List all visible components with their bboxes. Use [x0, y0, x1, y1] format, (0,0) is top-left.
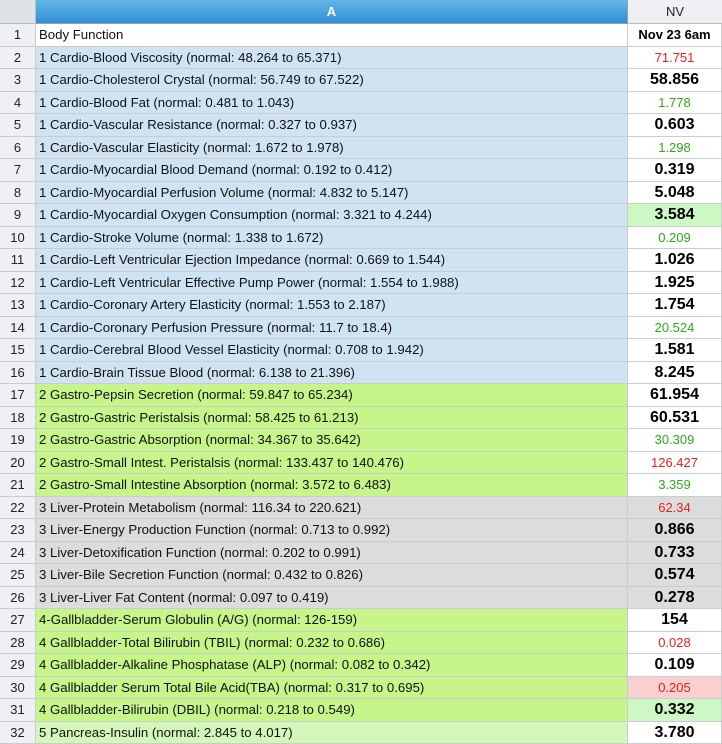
- row-number[interactable]: 16: [0, 362, 36, 385]
- body-function-cell[interactable]: 1 Cardio-Myocardial Perfusion Volume (normal: 4.832 to 5.147): [36, 182, 628, 205]
- row-number[interactable]: 2: [0, 47, 36, 70]
- value-cell[interactable]: 1.298: [628, 137, 722, 160]
- value-cell[interactable]: 0.603: [628, 114, 722, 137]
- table-row: [0, 519, 722, 542]
- value-cell[interactable]: 0.109: [628, 654, 722, 677]
- body-function-cell[interactable]: 3 Liver-Liver Fat Content (normal: 0.097 to 0.419): [36, 587, 628, 610]
- row-number[interactable]: 18: [0, 407, 36, 430]
- table-row: [0, 429, 722, 452]
- body-function-cell[interactable]: 4 Gallbladder-Total Bilirubin (TBIL) (normal: 0.232 to 0.686): [36, 632, 628, 655]
- row-number[interactable]: 10: [0, 227, 36, 250]
- row-number[interactable]: 26: [0, 587, 36, 610]
- row-number[interactable]: 15: [0, 339, 36, 362]
- row-number[interactable]: 23: [0, 519, 36, 542]
- row-number[interactable]: 25: [0, 564, 36, 587]
- value-cell[interactable]: 154: [628, 609, 722, 632]
- body-function-cell[interactable]: 3 Liver-Bile Secretion Function (normal: 0.432 to 0.826): [36, 564, 628, 587]
- body-function-cell[interactable]: 3 Liver-Detoxification Function (normal: 0.202 to 0.991): [36, 542, 628, 565]
- table-row: [0, 227, 722, 250]
- value-cell[interactable]: 1.581: [628, 339, 722, 362]
- table-row: [0, 542, 722, 565]
- row-number[interactable]: 32: [0, 722, 36, 744]
- value-cell[interactable]: 0.733: [628, 542, 722, 565]
- row-number[interactable]: 5: [0, 114, 36, 137]
- row-number[interactable]: 6: [0, 137, 36, 160]
- body-function-cell[interactable]: 4 Gallbladder-Alkaline Phosphatase (ALP) (normal: 0.082 to 0.342): [36, 654, 628, 677]
- value-cell[interactable]: 1.026: [628, 249, 722, 272]
- table-row: [0, 452, 722, 475]
- row-number[interactable]: 7: [0, 159, 36, 182]
- value-cell[interactable]: 0.278: [628, 587, 722, 610]
- value-cell[interactable]: 3.359: [628, 474, 722, 497]
- table-row: [0, 92, 722, 115]
- body-function-cell[interactable]: Body Function: [36, 24, 628, 47]
- table-row: [0, 47, 722, 70]
- body-function-cell[interactable]: 1 Cardio-Coronary Perfusion Pressure (normal: 11.7 to 18.4): [36, 317, 628, 340]
- value-cell[interactable]: 1.778: [628, 92, 722, 115]
- row-number[interactable]: 8: [0, 182, 36, 205]
- table-row: [0, 384, 722, 407]
- table-row: [0, 632, 722, 655]
- body-function-cell[interactable]: 1 Cardio-Myocardial Oxygen Consumption (normal: 3.321 to 4.244): [36, 204, 628, 227]
- body-function-cell[interactable]: 1 Cardio-Blood Viscosity (normal: 48.264 to 65.371): [36, 47, 628, 70]
- row-number[interactable]: 17: [0, 384, 36, 407]
- row-number[interactable]: 12: [0, 272, 36, 295]
- table-row: [0, 677, 722, 700]
- table-row: [0, 24, 722, 47]
- body-function-cell[interactable]: 1 Cardio-Cerebral Blood Vessel Elasticity (normal: 0.708 to 1.942): [36, 339, 628, 362]
- row-number[interactable]: 27: [0, 609, 36, 632]
- table-row: [0, 182, 722, 205]
- row-number[interactable]: 1: [0, 24, 36, 47]
- value-cell[interactable]: 1.754: [628, 294, 722, 317]
- value-cell[interactable]: 126.427: [628, 452, 722, 475]
- body-function-cell[interactable]: 3 Liver-Protein Metabolism (normal: 116.34 to 220.621): [36, 497, 628, 520]
- table-row: [0, 699, 722, 722]
- value-cell[interactable]: 5.048: [628, 182, 722, 205]
- value-cell[interactable]: 1.925: [628, 272, 722, 295]
- row-number[interactable]: 22: [0, 497, 36, 520]
- table-row: [0, 497, 722, 520]
- table-row: [0, 654, 722, 677]
- table-row: [0, 317, 722, 340]
- body-function-cell[interactable]: 1 Cardio-Vascular Resistance (normal: 0.327 to 0.937): [36, 114, 628, 137]
- value-cell[interactable]: 0.332: [628, 699, 722, 722]
- value-cell[interactable]: 0.319: [628, 159, 722, 182]
- value-cell[interactable]: 3.780: [628, 722, 722, 744]
- body-function-cell[interactable]: 2 Gastro-Gastric Absorption (normal: 34.367 to 35.642): [36, 429, 628, 452]
- row-number[interactable]: 31: [0, 699, 36, 722]
- body-function-cell[interactable]: 5 Pancreas-Insulin (normal: 2.845 to 4.017): [36, 722, 628, 744]
- value-cell[interactable]: 71.751: [628, 47, 722, 70]
- body-function-cell[interactable]: 3 Liver-Energy Production Function (normal: 0.713 to 0.992): [36, 519, 628, 542]
- row-number[interactable]: 4: [0, 92, 36, 115]
- body-function-cell[interactable]: 1 Cardio-Cholesterol Crystal (normal: 56.749 to 67.522): [36, 69, 628, 92]
- value-cell[interactable]: 0.209: [628, 227, 722, 250]
- value-cell[interactable]: Nov 23 6am: [628, 24, 722, 47]
- row-number[interactable]: 24: [0, 542, 36, 565]
- table-row: [0, 69, 722, 92]
- select-all-corner[interactable]: [0, 0, 36, 24]
- value-cell[interactable]: 30.309: [628, 429, 722, 452]
- table-row: [0, 474, 722, 497]
- row-number[interactable]: 11: [0, 249, 36, 272]
- body-function-cell[interactable]: 1 Cardio-Brain Tissue Blood (normal: 6.138 to 21.396): [36, 362, 628, 385]
- value-cell[interactable]: 8.245: [628, 362, 722, 385]
- body-function-cell[interactable]: 1 Cardio-Coronary Artery Elasticity (normal: 1.553 to 2.187): [36, 294, 628, 317]
- row-number[interactable]: 29: [0, 654, 36, 677]
- body-function-cell[interactable]: 4-Gallbladder-Serum Globulin (A/G) (normal: 126-159): [36, 609, 628, 632]
- table-row: [0, 294, 722, 317]
- body-function-cell[interactable]: 1 Cardio-Myocardial Blood Demand (normal: 0.192 to 0.412): [36, 159, 628, 182]
- row-number[interactable]: 14: [0, 317, 36, 340]
- row-number[interactable]: 28: [0, 632, 36, 655]
- body-function-cell[interactable]: 2 Gastro-Small Intestine Absorption (normal: 3.572 to 6.483): [36, 474, 628, 497]
- table-row: [0, 362, 722, 385]
- value-cell[interactable]: 0.028: [628, 632, 722, 655]
- table-row: [0, 272, 722, 295]
- table-row: [0, 159, 722, 182]
- value-cell[interactable]: 61.954: [628, 384, 722, 407]
- table-row: [0, 407, 722, 430]
- row-number[interactable]: 3: [0, 69, 36, 92]
- value-cell[interactable]: 62.34: [628, 497, 722, 520]
- row-number[interactable]: 21: [0, 474, 36, 497]
- body-function-cell[interactable]: 1 Cardio-Blood Fat (normal: 0.481 to 1.043): [36, 92, 628, 115]
- row-number[interactable]: 19: [0, 429, 36, 452]
- value-cell[interactable]: 0.866: [628, 519, 722, 542]
- body-function-cell[interactable]: 1 Cardio-Vascular Elasticity (normal: 1.672 to 1.978): [36, 137, 628, 160]
- body-function-cell[interactable]: 4 Gallbladder-Bilirubin (DBIL) (normal: 0.218 to 0.549): [36, 699, 628, 722]
- row-number[interactable]: 30: [0, 677, 36, 700]
- table-row: [0, 204, 722, 227]
- table-row: [0, 137, 722, 160]
- row-number[interactable]: 20: [0, 452, 36, 475]
- body-function-cell[interactable]: 1 Cardio-Left Ventricular Ejection Impedance (normal: 0.669 to 1.544): [36, 249, 628, 272]
- body-function-cell[interactable]: 2 Gastro-Small Intest. Peristalsis (normal: 133.437 to 140.476): [36, 452, 628, 475]
- value-cell[interactable]: 58.856: [628, 69, 722, 92]
- column-header-nv[interactable]: NV: [628, 0, 722, 24]
- table-row: [0, 249, 722, 272]
- body-function-cell[interactable]: 2 Gastro-Gastric Peristalsis (normal: 58.425 to 61.213): [36, 407, 628, 430]
- row-number[interactable]: 13: [0, 294, 36, 317]
- table-row: [0, 114, 722, 137]
- value-cell[interactable]: 20.524: [628, 317, 722, 340]
- table-row: [0, 339, 722, 362]
- table-row: [0, 564, 722, 587]
- body-function-cell[interactable]: 1 Cardio-Stroke Volume (normal: 1.338 to 1.672): [36, 227, 628, 250]
- body-function-cell[interactable]: 4 Gallbladder Serum Total Bile Acid(TBA) (normal: 0.317 to 0.695): [36, 677, 628, 700]
- value-cell[interactable]: 0.574: [628, 564, 722, 587]
- value-cell[interactable]: 3.584: [628, 204, 722, 227]
- table-row: [0, 609, 722, 632]
- row-number[interactable]: 9: [0, 204, 36, 227]
- sheet-rows: [0, 24, 722, 744]
- table-row: [0, 587, 722, 610]
- value-cell[interactable]: 0.205: [628, 677, 722, 700]
- column-header-a[interactable]: A: [36, 0, 628, 24]
- body-function-cell[interactable]: 1 Cardio-Left Ventricular Effective Pump Power (normal: 1.554 to 1.988): [36, 272, 628, 295]
- value-cell[interactable]: 60.531: [628, 407, 722, 430]
- body-function-cell[interactable]: 2 Gastro-Pepsin Secretion (normal: 59.847 to 65.234): [36, 384, 628, 407]
- table-row: [0, 722, 722, 744]
